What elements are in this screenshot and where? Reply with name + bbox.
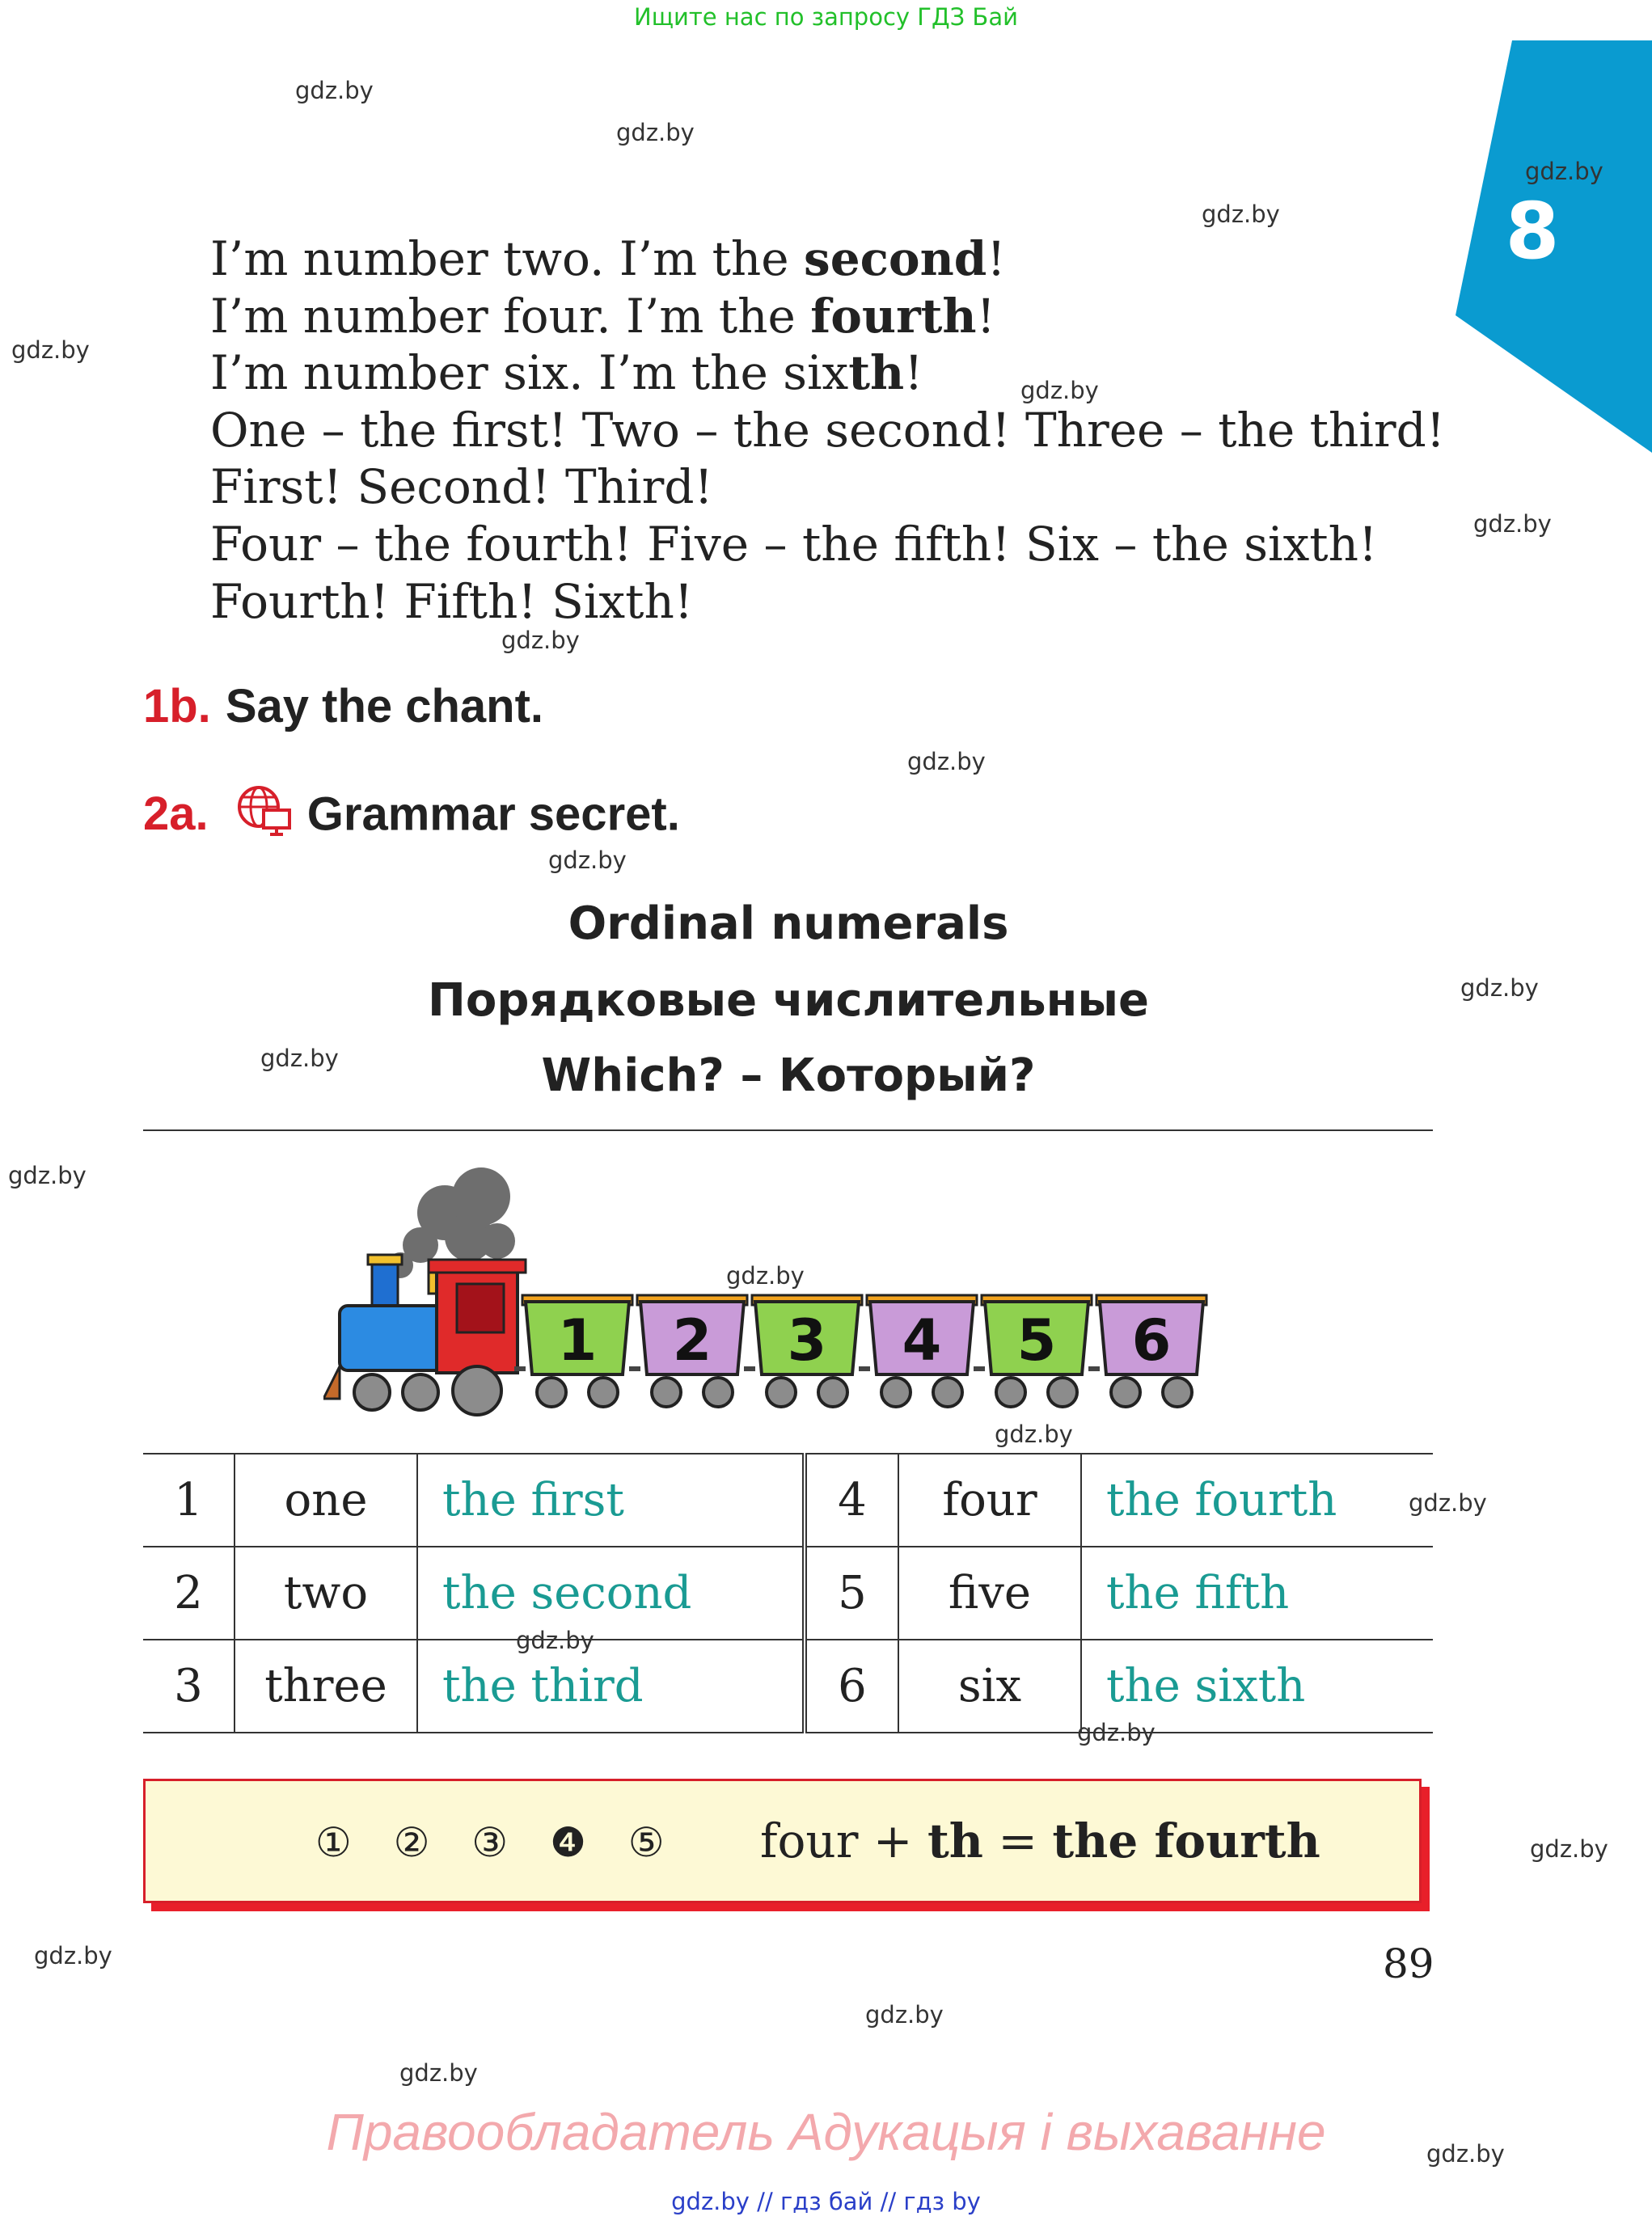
chant-line: I’m number four. I’m the fourth! [210,288,995,344]
top-banner: Ищите нас по запросу ГДЗ Бай [634,3,1018,31]
wheel [589,1378,618,1407]
task-number: 1b. [143,680,211,733]
watermark: gdz.by [8,1162,87,1189]
table-cell: three [234,1640,417,1733]
table-cell: the fourth [1081,1454,1433,1547]
table-cell: 4 [805,1454,898,1547]
watermark: gdz.by [1077,1719,1156,1746]
watermark: gdz.by [1020,377,1099,404]
table-cell: the second [417,1547,805,1640]
table-row [143,1547,1433,1640]
watermark: gdz.by [995,1421,1073,1448]
watermark: gdz.by [1525,158,1603,185]
wagon-1 [514,1295,632,1407]
chant-text [210,230,1445,630]
table-row [143,1640,1433,1733]
wheel [652,1378,681,1407]
footer-links[interactable]: gdz.by // гдз бай // гдз by [671,2188,981,2215]
chant-line: Fourth! Fifth! Sixth! [210,573,694,629]
wagon-5 [974,1295,1092,1407]
chapter-number: 8 [1505,186,1560,277]
wheel [933,1378,962,1407]
locomotive [323,1255,526,1415]
wheel [1163,1378,1192,1407]
wheel [1048,1378,1077,1407]
table-cell: five [898,1547,1081,1640]
watermark: gdz.by [260,1045,339,1072]
table-cell: 5 [805,1547,898,1640]
task-1b [143,679,543,733]
rule-formula: four + th = the fourth [760,1813,1320,1868]
task-text: Grammar secret. [306,787,680,841]
watermark: gdz.by [548,847,627,874]
wheel [767,1378,796,1407]
watermark: gdz.by [11,336,90,364]
ordinal-circles: ① ② ③ ❹ ⑤ [315,1819,679,1866]
table-cell: 6 [805,1640,898,1733]
wagon-number: 4 [902,1307,942,1374]
divider [143,1129,1433,1131]
table-cell: four [898,1454,1081,1547]
wheel [996,1378,1025,1407]
table-cell: the third [417,1640,805,1733]
table-cell: six [898,1640,1081,1733]
table-cell: the sixth [1081,1640,1433,1733]
watermark: gdz.by [516,1627,594,1654]
grammar-title: Ordinal numerals [568,897,1009,950]
chant-line: One – the first! Two – the second! Three – the third! [210,402,1446,458]
chant-line: I’m number two. I’m the second! [210,231,1006,286]
wagon-2 [629,1295,747,1407]
watermark: gdz.by [907,748,986,775]
numerals-table [143,1453,1433,1733]
wagon-4 [859,1295,977,1407]
grammar-title-ru: Порядковые числительные [428,974,1149,1027]
chant-line: First! Second! Third! [210,459,713,515]
watermark: gdz.by [1460,974,1539,1002]
watermark: gdz.by [1473,510,1552,538]
table-cell: the first [417,1454,805,1547]
watermark: gdz.by [726,1262,805,1290]
globe-computer-icon[interactable] [236,784,293,851]
wagon-number: 6 [1131,1307,1172,1374]
task-text: Say the chant. [225,680,544,733]
watermark: gdz.by [34,1942,112,1970]
watermark: gdz.by [501,627,580,654]
table-cell: two [234,1547,417,1640]
wagon-number: 5 [1016,1307,1057,1374]
wheel [703,1378,733,1407]
watermark: gdz.by [1409,1489,1487,1517]
page-number: 89 [1383,1940,1434,1987]
copyright-text: Правообладатель Адукацыя і выхаванне [326,2103,1326,2161]
watermark: gdz.by [616,119,695,146]
grammar-question: Which? – Который? [541,1049,1036,1102]
wheel [818,1378,847,1407]
table-cell: 1 [143,1454,234,1547]
watermark: gdz.by [1530,1835,1608,1863]
wheel [537,1378,566,1407]
table-row [143,1454,1433,1547]
wagons [514,1295,1206,1407]
watermark: gdz.by [865,2001,944,2029]
task-2a [143,784,680,851]
wheel [881,1378,911,1407]
chant-line: I’m number six. I’m the sixth! [210,345,923,401]
task-number: 2a. [143,787,209,841]
watermark: gdz.by [1426,2140,1505,2168]
wagon-number: 1 [557,1307,598,1374]
train-illustration [323,1164,1221,1423]
table-cell: 2 [143,1547,234,1640]
wagon-6 [1088,1295,1206,1407]
chant-line: Four – the fourth! Five – the fifth! Six – the sixth! [210,516,1378,572]
wheel [1111,1378,1140,1407]
watermark: gdz.by [295,77,374,104]
wagon-number: 3 [787,1307,827,1374]
table-cell: one [234,1454,417,1547]
wagon-number: 2 [672,1307,712,1374]
table-cell: 3 [143,1640,234,1733]
watermark: gdz.by [1202,201,1280,228]
wagon-3 [744,1295,862,1407]
watermark: gdz.by [399,2059,478,2087]
table-cell: the fifth [1081,1547,1433,1640]
